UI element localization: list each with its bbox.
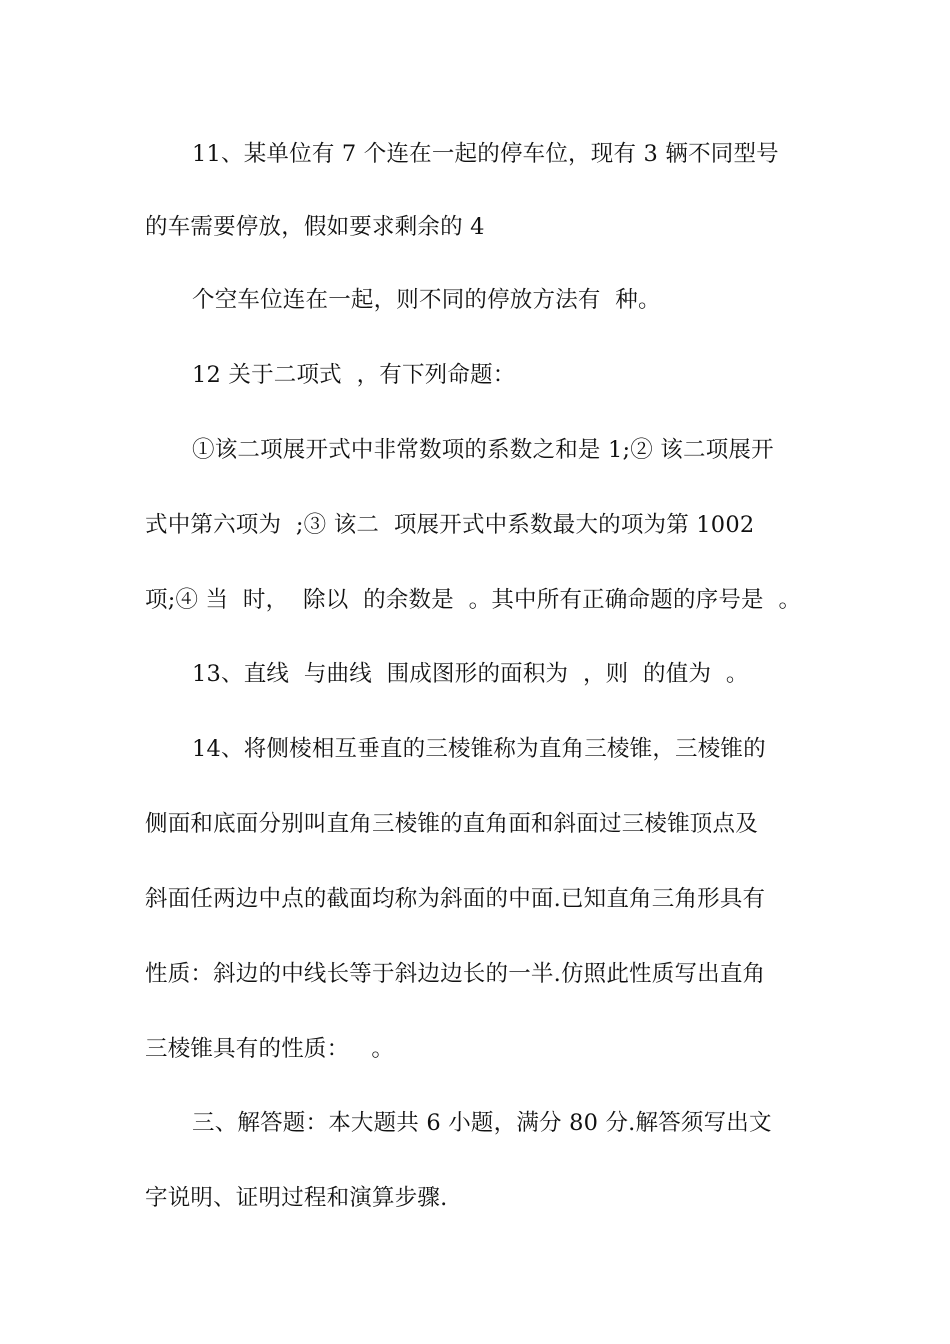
question-12-line-1: 12 关于二项式 ，有下列命题： bbox=[192, 362, 516, 388]
question-14-line-4: 性质：斜边的中线长等于斜边边长的一半.仿照此性质写出直角 bbox=[145, 961, 766, 987]
question-14-line-5: 三棱锥具有的性质： 。 bbox=[145, 1036, 395, 1062]
section-3-heading-line-2: 字说明、证明过程和演算步骤. bbox=[145, 1185, 448, 1211]
question-13-line-1: 13、直线 与曲线 围成图形的面积为 ，则 的值为 。 bbox=[192, 661, 749, 687]
question-11-line-1: 11、某单位有 7 个连在一起的停车位，现有 3 辆不同型号 bbox=[192, 141, 779, 167]
question-11-line-2: 的车需要停放，假如要求剩余的 4 bbox=[145, 214, 485, 240]
question-11-line-3: 个空车位连在一起，则不同的停放方法有 种。 bbox=[192, 287, 661, 313]
section-3-heading-line-1: 三、解答题：本大题共 6 小题，满分 80 分.解答须写出文 bbox=[192, 1110, 772, 1136]
question-14-line-3: 斜面任两边中点的截面均称为斜面的中面.已知直角三角形具有 bbox=[145, 886, 766, 912]
question-14-line-1: 14、将侧棱相互垂直的三棱锥称为直角三棱锥，三棱锥的 bbox=[192, 736, 766, 762]
question-12-line-2: ①该二项展开式中非常数项的系数之和是 1;② 该二项展开 bbox=[192, 437, 774, 463]
question-12-line-4: 项;④ 当 时， 除以 的余数是 。其中所有正确命题的序号是 。 bbox=[145, 587, 802, 613]
question-12-line-3: 式中第六项为 ;③ 该二 项展开式中系数最大的项为第 1002 bbox=[145, 512, 755, 538]
question-14-line-2: 侧面和底面分别叫直角三棱锥的直角面和斜面过三棱锥顶点及 bbox=[145, 811, 758, 837]
